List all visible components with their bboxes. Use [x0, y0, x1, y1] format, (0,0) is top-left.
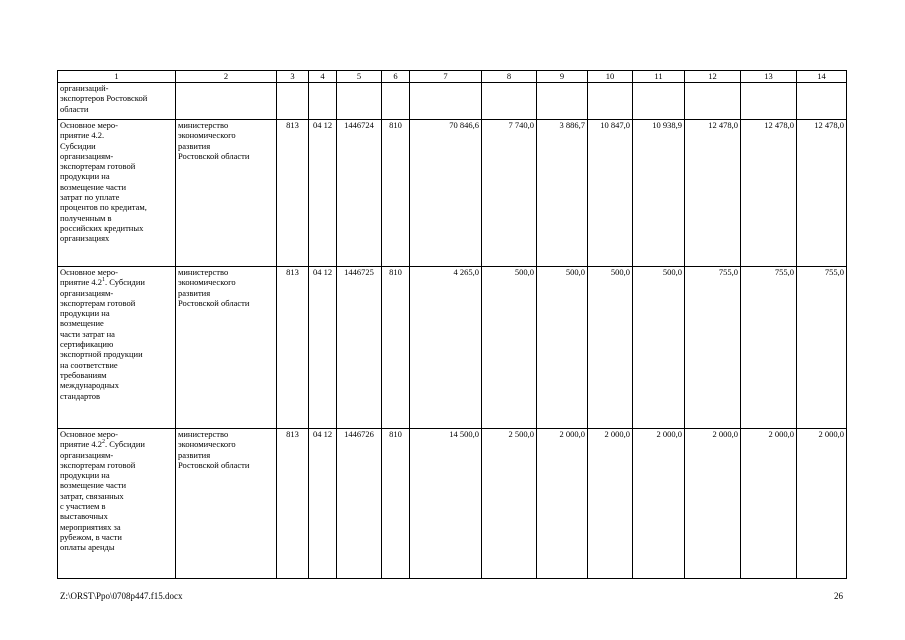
column-header: 14 [797, 71, 847, 83]
value-cell: 2 000,0 [633, 429, 685, 579]
code-cell: 813 [277, 120, 309, 267]
value-cell: 2 000,0 [685, 429, 741, 579]
value-cell: 12 478,0 [797, 120, 847, 267]
table-row [58, 83, 847, 120]
department-cell: министерство экономического развития Ростовской области [176, 429, 277, 579]
code-cell: 813 [277, 267, 309, 429]
code-cell: 04 12 [309, 120, 337, 267]
measure-cell: Основное меро- приятие $4.2^2$. Субсидии организациям- экспортерам готовой продукции на возмещение части затрат, связанных с участием в выставочных мероприятиях за рубежом, в части оплаты аренды [58, 429, 176, 579]
code-cell: 813 [277, 429, 309, 579]
page-number: 26 [834, 591, 843, 601]
code-cell: 1446726 [337, 429, 382, 579]
column-header: 6 [382, 71, 410, 83]
column-header: 1 [58, 71, 176, 83]
value-cell: 70 846,6 [410, 120, 482, 267]
value-cell: 10 847,0 [588, 120, 633, 267]
code-cell: 04 12 [309, 267, 337, 429]
measure-cell: Основное меро- приятие $4.2^1$. Субсидии организациям- экспортерам готовой продукции на возмещение части затрат на сертификацию экспортной продукции на соответствие требованиям международных стандартов [58, 267, 176, 429]
code-cell: 1446725 [337, 267, 382, 429]
value-cell: 2 000,0 [797, 429, 847, 579]
value-cell: 500,0 [482, 267, 537, 429]
column-header: 2 [176, 71, 277, 83]
value-cell: 2 500,0 [482, 429, 537, 579]
value-cell: 10 938,9 [633, 120, 685, 267]
code-cell: 810 [382, 267, 410, 429]
department-cell: министерство экономического развития Ростовской области [176, 120, 277, 267]
column-header: 11 [633, 71, 685, 83]
table-row [58, 267, 847, 429]
value-cell: 2 000,0 [537, 429, 588, 579]
column-header: 5 [337, 71, 382, 83]
column-header: 13 [741, 71, 797, 83]
column-header: 4 [309, 71, 337, 83]
value-cell: 500,0 [588, 267, 633, 429]
value-cell: 500,0 [633, 267, 685, 429]
code-cell: 04 12 [309, 429, 337, 579]
table-row [58, 429, 847, 579]
table-header-row [58, 71, 847, 83]
column-header: 10 [588, 71, 633, 83]
column-header: 3 [277, 71, 309, 83]
value-cell: 12 478,0 [741, 120, 797, 267]
code-cell: 810 [382, 429, 410, 579]
value-cell: 4 265,0 [410, 267, 482, 429]
column-header: 7 [410, 71, 482, 83]
value-cell: 7 740,0 [482, 120, 537, 267]
column-header: 12 [685, 71, 741, 83]
value-cell: 755,0 [685, 267, 741, 429]
value-cell: 12 478,0 [685, 120, 741, 267]
table-row [58, 120, 847, 267]
column-header: 9 [537, 71, 588, 83]
budget-table [57, 70, 847, 579]
file-path: Z:\ORST\Ppo\0708p447.f15.docx [60, 591, 183, 601]
code-cell: 1446724 [337, 120, 382, 267]
value-cell: 14 500,0 [410, 429, 482, 579]
value-cell: 755,0 [741, 267, 797, 429]
value-cell: 3 886,7 [537, 120, 588, 267]
measure-cell: организаций- экспортеров Ростовской области [58, 83, 176, 120]
value-cell: 500,0 [537, 267, 588, 429]
value-cell: 755,0 [797, 267, 847, 429]
column-header: 8 [482, 71, 537, 83]
value-cell: 2 000,0 [588, 429, 633, 579]
measure-cell: Основное меро- приятие 4.2. Субсидии организациям- экспортерам готовой продукции на возмещение части затрат по уплате процентов по кредитам, полученным в российских кредитных организациях [58, 120, 176, 267]
code-cell: 810 [382, 120, 410, 267]
department-cell: министерство экономического развития Ростовской области [176, 267, 277, 429]
value-cell: 2 000,0 [741, 429, 797, 579]
